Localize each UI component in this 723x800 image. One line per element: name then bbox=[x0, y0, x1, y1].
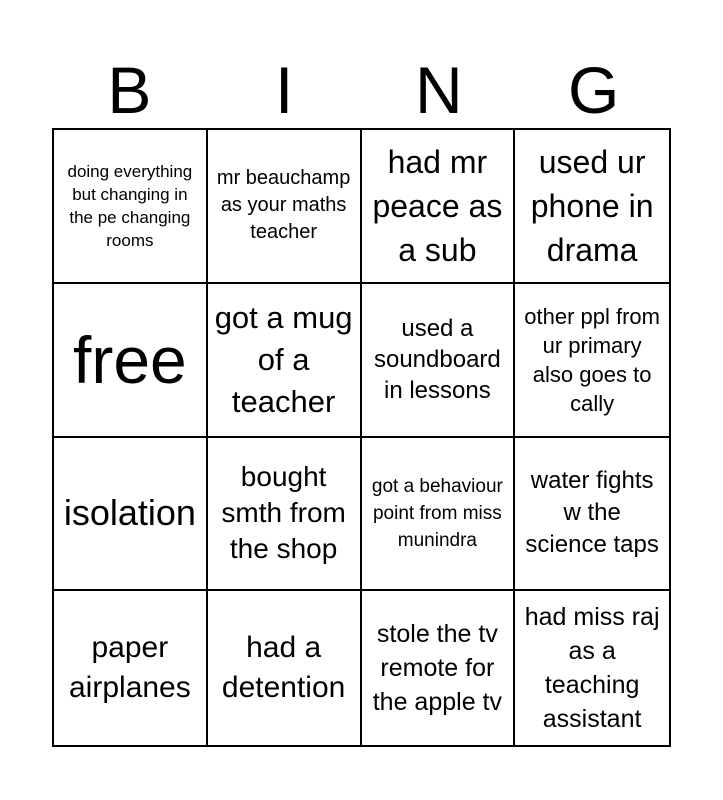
free-space-cell[interactable] bbox=[54, 284, 208, 438]
bingo-cell[interactable] bbox=[208, 438, 362, 592]
header-letter-g: G bbox=[567, 53, 620, 127]
bingo-cell[interactable] bbox=[515, 130, 669, 284]
cell-text: water fights w the science taps bbox=[525, 467, 659, 559]
cell-text: stole the tv remote for the apple tv bbox=[372, 620, 502, 717]
cell-text: paper airplanes bbox=[69, 631, 191, 705]
cell-text: doing everything but changing in the pe changing rooms bbox=[67, 161, 193, 250]
bingo-cell[interactable] bbox=[362, 591, 516, 745]
bingo-cell[interactable] bbox=[362, 284, 516, 438]
free-space-text: free bbox=[73, 322, 187, 397]
header-letter-b: B bbox=[107, 53, 152, 127]
bingo-header bbox=[52, 52, 671, 128]
bingo-cell[interactable] bbox=[362, 130, 516, 284]
bingo-cell[interactable] bbox=[515, 591, 669, 745]
cell-text: had miss raj as a teaching assistant bbox=[524, 603, 660, 734]
bingo-cell[interactable] bbox=[208, 130, 362, 284]
bingo-cell[interactable] bbox=[54, 438, 208, 592]
bingo-cell[interactable] bbox=[208, 591, 362, 745]
cell-text: isolation bbox=[63, 492, 196, 534]
cell-text: mr beauchamp as your maths teacher bbox=[216, 167, 351, 244]
header-letter-n: N bbox=[415, 53, 463, 127]
bingo-cell[interactable] bbox=[515, 438, 669, 592]
bingo-cell[interactable] bbox=[208, 284, 362, 438]
bingo-card bbox=[52, 128, 671, 747]
cell-text: bought smth from the shop bbox=[221, 461, 346, 565]
cell-text: used ur phone in drama bbox=[530, 143, 654, 268]
cell-text: had a detention bbox=[221, 631, 346, 705]
cell-text: got a behaviour point from miss munindra bbox=[371, 475, 503, 551]
bingo-cell[interactable] bbox=[54, 130, 208, 284]
bingo-cell[interactable] bbox=[515, 284, 669, 438]
cell-text: had mr peace as a sub bbox=[372, 143, 503, 268]
bingo-cell[interactable] bbox=[54, 591, 208, 745]
bingo-cell[interactable] bbox=[362, 438, 516, 592]
cell-text: got a mug of a teacher bbox=[214, 299, 353, 419]
header-letter-i: I bbox=[274, 53, 294, 127]
cell-text: other ppl from ur primary also goes to cally bbox=[524, 303, 660, 416]
cell-text: used a soundboard in lessons bbox=[373, 315, 501, 405]
